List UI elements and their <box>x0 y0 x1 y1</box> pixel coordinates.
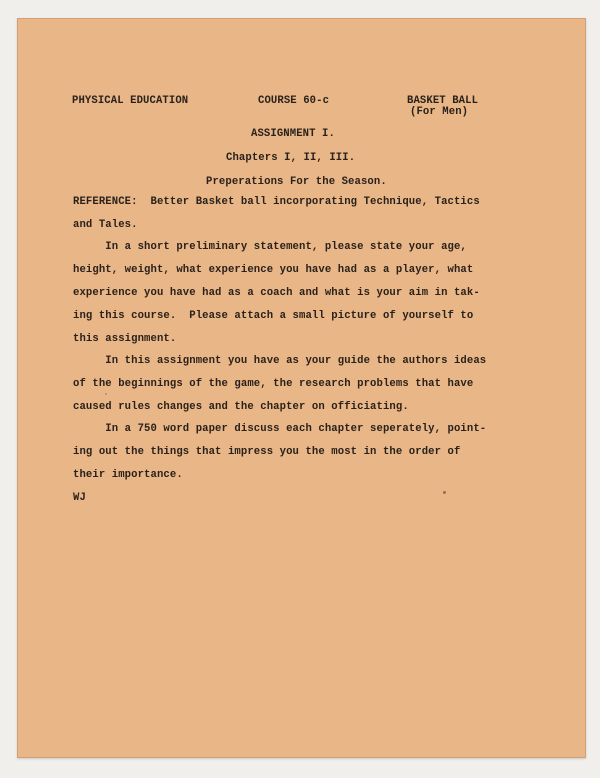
paragraph-1-line: experience you have had as a coach and what is your aim in tak- <box>73 287 480 299</box>
paragraph-3-line: their importance. <box>73 469 183 481</box>
reference-line-1: REFERENCE: Better Basket ball incorporating Technique, Tactics <box>73 196 480 208</box>
paper-speck <box>105 393 107 395</box>
subject-heading: BASKET BALL <box>407 95 479 107</box>
paragraph-1-line: In a short preliminary statement, please state your age, <box>73 241 467 253</box>
typist-initials: WJ <box>73 492 86 504</box>
topic-line: Preperations For the Season. <box>206 176 387 188</box>
paragraph-2-line: caused rules changes and the chapter on officiating. <box>73 401 409 413</box>
paper-speck <box>443 491 446 494</box>
paragraph-1-line: this assignment. <box>73 333 177 345</box>
paragraph-2-line: of the beginnings of the game, the research problems that have <box>73 378 474 390</box>
department-heading: PHYSICAL EDUCATION <box>72 95 189 107</box>
chapters-line: Chapters I, II, III. <box>226 152 356 164</box>
subject-note: (For Men) <box>410 106 469 118</box>
course-number: COURSE 60-c <box>258 95 330 107</box>
assignment-title: ASSIGNMENT I. <box>251 128 335 140</box>
paragraph-1-line: height, weight, what experience you have had as a player, what <box>73 264 474 276</box>
paragraph-1-line: ing this course. Please attach a small picture of yourself to <box>73 310 474 322</box>
paragraph-3-line: ing out the things that impress you the most in the order of <box>73 446 461 458</box>
paragraph-2-line: In this assignment you have as your guide the authors ideas <box>73 355 487 367</box>
paragraph-3-line: In a 750 word paper discuss each chapter seperately, point- <box>73 423 487 435</box>
reference-line-2: and Tales. <box>73 219 138 231</box>
